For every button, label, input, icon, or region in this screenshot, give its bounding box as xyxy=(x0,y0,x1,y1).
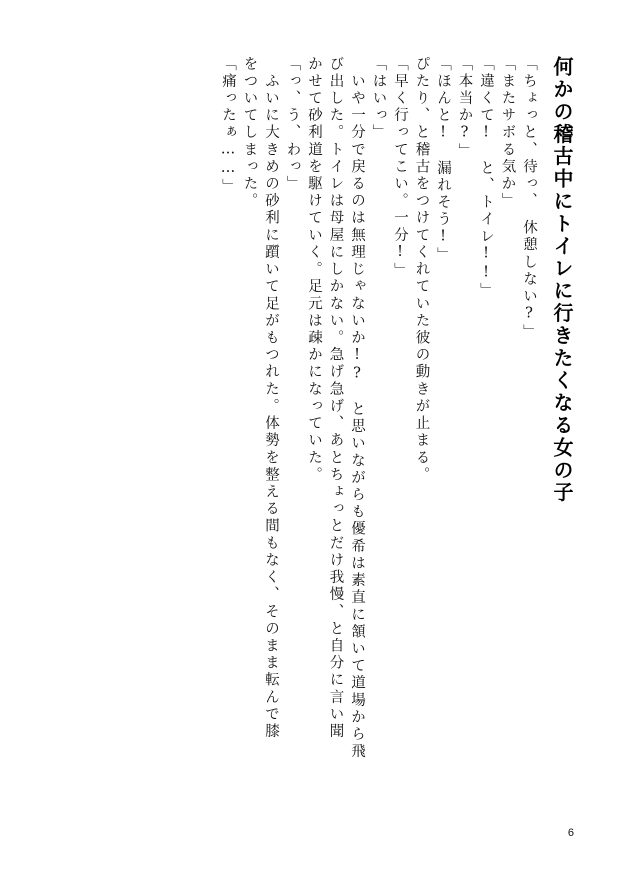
text-line: 「またサボる気か」 xyxy=(499,56,516,210)
text-line: 「ほんと! 漏れそう!」 xyxy=(435,56,451,265)
text-line: 「ちょっと、待っ、 休憩しない?」 xyxy=(521,56,537,342)
text-line: 「痛ったぁ……」 xyxy=(220,56,236,196)
text-line: 「違くて! と、トイレ!!」 xyxy=(478,56,494,301)
text-line: 「はいっ」 xyxy=(370,56,387,142)
text-line: いや一分で戻るのは無理じゃないか!? と思いながらも優希は素直に頷いて道場から飛 xyxy=(349,56,365,761)
text-line: かせて砂利道を駆けていく。足元は疎かになっていた。 xyxy=(306,56,322,484)
text-line: ふいに大きめの砂利に躓いて足がもつれた。体勢を整える間もなく、そのまま転んで膝 xyxy=(263,56,279,741)
page-title: 何かの稽古中にトイレに行きたくなる女の子 xyxy=(550,56,574,504)
text-line: 「っ、う、わっ」 xyxy=(284,56,301,193)
text-line: 「本当か?」 xyxy=(456,56,473,161)
vertical-text-block xyxy=(60,56,572,805)
text-line: ぴたり、と稽古をつけてくれていた彼の動きが止まる。 xyxy=(413,56,430,484)
page-number: 6 xyxy=(567,827,574,839)
text-line: び出した。トイレは母屋にしかない。急げ急げ、あとちょっとだけ我慢、と自分に言い聞 xyxy=(327,56,344,741)
text-line: 「早く行ってこい。一分!」 xyxy=(392,56,408,280)
text-line: をついてしまった。 xyxy=(241,56,258,210)
